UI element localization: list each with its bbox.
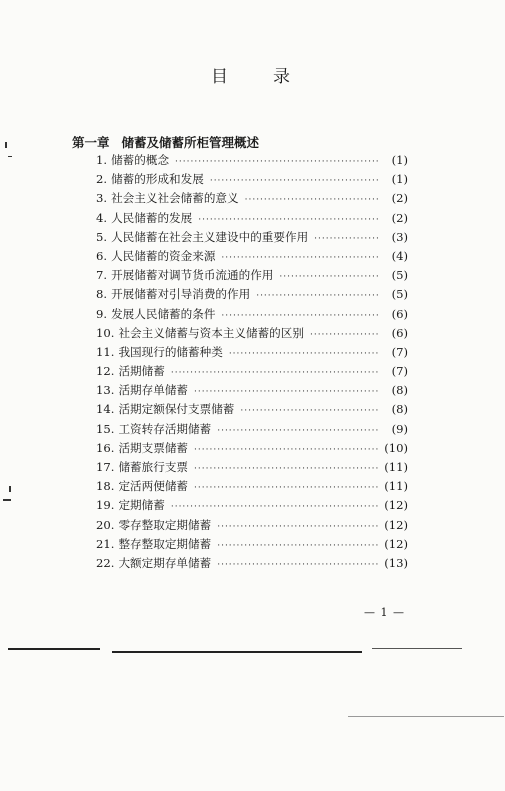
dot-leader <box>217 518 378 537</box>
page-title: 目 录 <box>211 67 304 87</box>
toc-item-page: (12) <box>384 536 408 551</box>
toc-item-text: 活期储蓄 <box>118 364 165 379</box>
toc-item-text: 储蓄旅行支票 <box>118 460 189 474</box>
toc-item-text: 定期储蓄 <box>118 498 165 513</box>
toc-item-text: 人民储蓄在社会主义建设中的重要作用 <box>111 229 309 244</box>
toc-item-number: 19. <box>96 498 115 513</box>
toc-item-number: 10. <box>96 325 115 340</box>
toc-item-text: 活期存单储蓄 <box>118 383 189 398</box>
toc-item-number: 12. <box>96 364 115 379</box>
dot-leader <box>240 402 378 421</box>
dot-leader <box>217 422 378 441</box>
toc-item <box>96 324 408 343</box>
toc-item <box>96 554 408 573</box>
toc-item-text: 活期定额保付支票储蓄 <box>118 402 235 417</box>
toc-item <box>96 228 408 247</box>
toc-item-page: (7) <box>391 344 408 359</box>
dot-leader <box>310 326 378 345</box>
margin-speck <box>9 486 11 492</box>
toc-item-page: (8) <box>391 383 408 398</box>
toc-item <box>96 477 408 496</box>
toc-item <box>96 151 408 170</box>
toc-item-text: 工资转存活期储蓄 <box>118 421 212 436</box>
toc-item-text: 社会主义社会储蓄的意义 <box>111 191 239 206</box>
toc-item-number: 14. <box>96 402 115 417</box>
toc-item-number: 7. <box>96 268 108 283</box>
toc-item-number: 1. <box>96 153 108 167</box>
toc-item-number: 18. <box>96 479 115 494</box>
dot-leader <box>229 345 378 364</box>
toc-item-page: (11) <box>384 479 408 494</box>
toc-item-number: 22. <box>96 555 115 570</box>
dot-leader <box>194 460 378 479</box>
dot-leader <box>256 287 378 306</box>
toc-list <box>96 151 408 573</box>
toc-item-number: 9. <box>96 306 108 321</box>
toc-item-text: 人民储蓄的资金来源 <box>111 248 216 263</box>
toc-item-text: 我国现行的储蓄种类 <box>118 344 223 359</box>
toc-item-page: (6) <box>391 325 408 340</box>
toc-item-text: 活期支票储蓄 <box>118 440 189 455</box>
dot-leader <box>217 537 378 556</box>
dot-leader <box>171 364 378 383</box>
toc-item <box>96 420 408 439</box>
toc-item <box>96 516 408 535</box>
toc-item <box>96 458 408 477</box>
toc-item-number: 21. <box>96 536 115 551</box>
toc-item-number: 3. <box>96 191 108 206</box>
bottom-rule-right <box>372 648 462 649</box>
toc-item-page: (1) <box>391 153 408 167</box>
toc-item-number: 17. <box>96 460 115 474</box>
toc-item-text: 发展人民储蓄的条件 <box>111 306 216 321</box>
toc-item <box>96 305 408 324</box>
toc-item-page: (5) <box>391 287 408 302</box>
toc-item-number: 4. <box>96 210 108 225</box>
toc-item <box>96 266 408 285</box>
toc-item-page: (10) <box>384 440 408 455</box>
toc-item-page: (3) <box>391 229 408 244</box>
toc-item-text: 大额定期存单储蓄 <box>118 555 212 570</box>
bottom-rule-main <box>112 651 362 653</box>
dot-leader <box>217 556 378 575</box>
toc-item-page: (2) <box>391 191 408 206</box>
page-number: — 1 — <box>364 606 405 619</box>
toc-item <box>96 439 408 458</box>
toc-item-number: 8. <box>96 287 108 302</box>
toc-item-text: 整存整取定期储蓄 <box>118 536 212 551</box>
toc-item-page: (8) <box>391 402 408 417</box>
toc-item <box>96 247 408 266</box>
toc-item <box>96 285 408 304</box>
margin-speck <box>8 156 12 157</box>
toc-item <box>96 535 408 554</box>
toc-item-number: 16. <box>96 440 115 455</box>
toc-item-text: 零存整取定期储蓄 <box>118 517 212 532</box>
toc-item <box>96 362 408 381</box>
toc-item <box>96 209 408 228</box>
toc-item-page: (2) <box>391 210 408 225</box>
toc-item-page: (12) <box>384 498 408 513</box>
bottom-rule-left <box>8 648 100 650</box>
toc-item-text: 开展储蓄对引导消费的作用 <box>111 287 251 302</box>
toc-item-page: (7) <box>391 364 408 379</box>
toc-item <box>96 400 408 419</box>
bottom-rule-thin <box>348 716 504 717</box>
toc-item <box>96 189 408 208</box>
toc-item-text: 定活两便储蓄 <box>118 479 189 494</box>
toc-item-page: (12) <box>384 517 408 532</box>
margin-speck <box>3 499 11 501</box>
toc-item-page: (11) <box>384 460 408 474</box>
toc-item-page: (4) <box>391 248 408 263</box>
chapter-number: 第一章 <box>72 135 110 150</box>
toc-item <box>96 170 408 189</box>
dot-leader <box>245 191 378 210</box>
toc-item-page: (1) <box>391 172 408 187</box>
toc-item-text: 储蓄的概念 <box>111 153 170 167</box>
toc-item <box>96 343 408 362</box>
toc-item <box>96 381 408 400</box>
chapter-title: 储蓄及储蓄所柜管理概述 <box>121 135 260 150</box>
toc-item-number: 11. <box>96 344 115 359</box>
dot-leader <box>194 441 378 460</box>
toc-item-page: (5) <box>391 268 408 283</box>
toc-item-page: (13) <box>384 555 408 570</box>
toc-item-number: 6. <box>96 248 108 263</box>
dot-leader <box>314 230 378 249</box>
toc-item-number: 5. <box>96 229 108 244</box>
dot-leader <box>279 268 378 287</box>
dot-leader <box>194 479 378 498</box>
toc-item-text: 储蓄的形成和发展 <box>111 172 204 187</box>
toc-item-number: 15. <box>96 421 115 436</box>
toc-item-number: 20. <box>96 517 115 532</box>
toc-item-text: 人民储蓄的发展 <box>111 210 193 225</box>
toc-item-number: 2. <box>96 172 108 187</box>
chapter-heading <box>72 133 259 151</box>
toc-item-page: (9) <box>391 421 408 436</box>
margin-speck <box>5 142 7 148</box>
dot-leader <box>175 153 378 172</box>
toc-item <box>96 496 408 515</box>
toc-item-number: 13. <box>96 383 115 398</box>
toc-item-text: 社会主义储蓄与资本主义储蓄的区别 <box>118 325 304 340</box>
toc-item-text: 开展储蓄对调节货币流通的作用 <box>111 268 274 283</box>
toc-item-page: (6) <box>391 306 408 321</box>
